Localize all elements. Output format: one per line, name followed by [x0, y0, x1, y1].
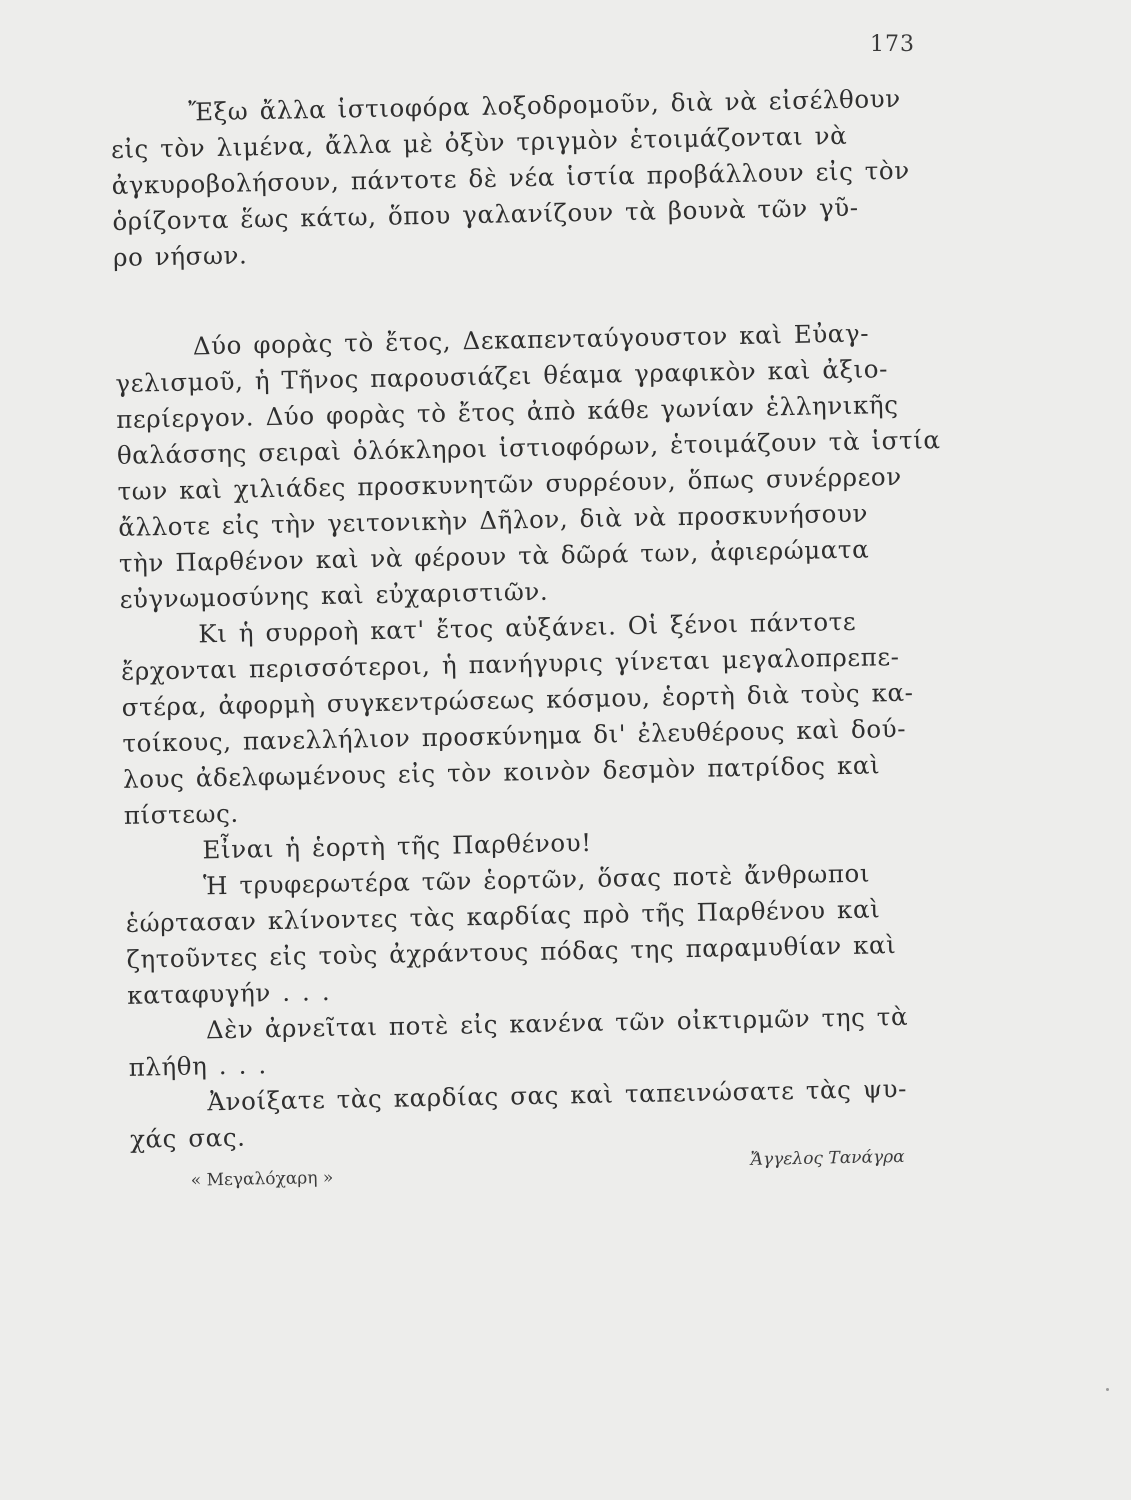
text-line: των καὶ χιλιάδες προσκυνητῶν συρρέουν, ὅπως συνέρρεον — [117, 461, 902, 506]
text-line: γελισμοῦ, ἡ Τῆνος παρουσιάζει θέαμα γραφικὸν καὶ ἀξιο- — [115, 354, 889, 398]
text-line: Δύο φορὰς τὸ ἔτος, Δεκαπενταύγουστον καὶ Εὐαγ- — [192, 318, 870, 361]
text-line: ζητοῦντες εἰς τοὺς ἀχράντους πόδας της παραμυθίαν καὶ — [126, 930, 897, 974]
text-line: ἄλλοτε εἰς τὴν γειτονικὴν Δῆλον, διὰ νὰ προσκυνήσουν — [118, 498, 869, 542]
text-line: καταφυγήν . . . — [126, 976, 331, 1010]
text-line: Δὲν ἀρνεῖται ποτὲ εἰς κανένα τῶν οἰκτιρμῶν της τὰ — [205, 1001, 909, 1045]
source-title: « Μεγαλόχαρη » — [190, 1167, 334, 1191]
text-line: τοίκους, πανελλήλιον προσκύνημα δι' ἐλευθέρους καὶ δού- — [122, 713, 907, 758]
text-line: εὐγνωμοσύνης καὶ εὐχαριστιῶν. — [119, 576, 549, 614]
text-line: ἔρχονται περισσότεροι, ἡ πανήγυρις γίνεται μεγαλοπρεπε- — [120, 641, 900, 686]
text-line: χάς σας. — [129, 1122, 246, 1154]
text-line: ὁρίζοντα ἕως κάτω, ὅπου γαλανίζουν τὰ βουνὰ τῶν γῦ- — [112, 192, 859, 236]
text-line: Ἔξω ἄλλα ἱστιοφόρα λοξοδρομοῦν, διὰ νὰ εἰσέλθουν — [188, 83, 901, 127]
text-line: θαλάσσης σειραὶ ὁλόκληροι ἱστιοφόρων, ἑτοιμάζουν τὰ ἱστία — [116, 425, 941, 470]
text-line: πλήθη . . . — [128, 1050, 267, 1082]
text-line: στέρα, ἀφορμὴ συγκεντρώσεως κόσμου, ἑορτὴ διὰ τοὺς κα- — [121, 677, 914, 722]
text-line: Ἡ τρυφερωτέρα τῶν ἑορτῶν, ὅσας ποτὲ ἄνθρωποι — [202, 858, 871, 901]
text-line: λους ἀδελφωμένους εἰς τὸν κοινὸν δεσμὸν πατρίδος καὶ — [122, 750, 881, 794]
text-line: Εἶναι ἡ ἑορτὴ τῆς Παρθένου! — [202, 827, 592, 865]
body-text — [110, 79, 993, 1197]
text-line: περίεργον. Δύο φορὰς τὸ ἔτος ἀπὸ κάθε γωνίαν ἑλληνικῆς — [115, 389, 899, 434]
text-line: ρο νήσων. — [112, 240, 248, 272]
text-line: τὴν Παρθένον καὶ νὰ φέρουν τὰ δῶρά των, ἀφιερώματα — [118, 534, 870, 578]
text-line: Κι ἡ συρροὴ κατ' ἔτος αὐξάνει. Οἱ ξένοι πάντοτε — [198, 606, 857, 649]
author-name: Ἄγγελος Τανάγρα — [750, 1146, 905, 1170]
text-line: Ἀνοίξατε τὰς καρδίας σας καὶ ταπεινώσατε τὰς ψυ- — [207, 1073, 908, 1117]
paper-speck — [1106, 1388, 1109, 1391]
text-line: εἰς τὸν λιμένα, ἄλλα μὲ ὀξὺν τριγμὸν ἑτοιμάζονται νὰ — [110, 120, 848, 164]
text-line: ἑώρτασαν κλίνοντες τὰς καρδίας πρὸ τῆς Παρθένου καὶ — [125, 894, 881, 938]
page-number: 173 — [870, 32, 915, 57]
text-line: ἀγκυροβολήσουν, πάντοτε δὲ νέα ἱστία προβάλλουν εἰς τὸν — [111, 155, 911, 200]
text-line: πίστεως. — [123, 798, 240, 830]
